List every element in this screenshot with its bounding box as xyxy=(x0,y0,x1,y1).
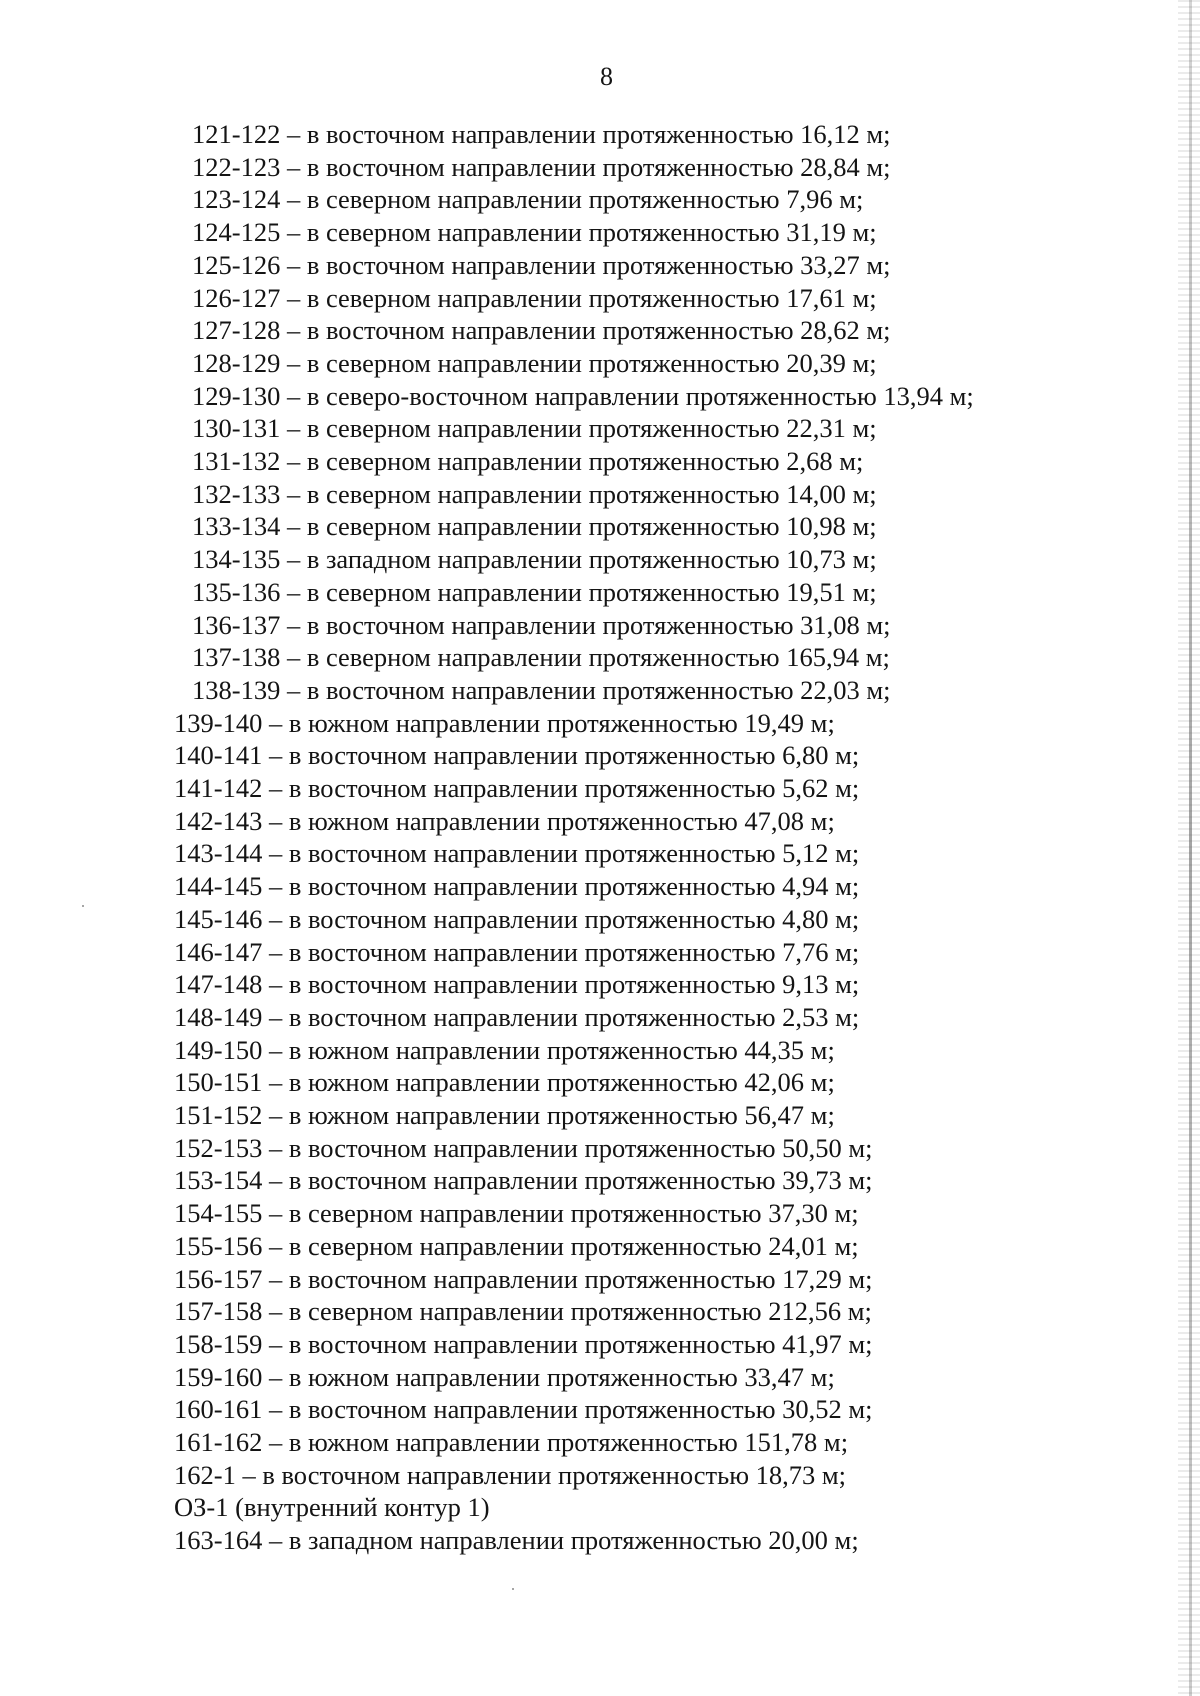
boundary-line: 125-126 – в восточном направлении протяженностью 33,27 м; xyxy=(192,249,891,280)
contour-heading: ОЗ-1 (внутренний контур 1) xyxy=(174,1492,490,1523)
scan-speck xyxy=(82,905,84,907)
boundary-line: 122-123 – в восточном направлении протяженностью 28,84 м; xyxy=(192,151,891,182)
boundary-line: 154-155 – в северном направлении протяженностью 37,30 м; xyxy=(174,1198,859,1229)
page-number: 8 xyxy=(600,62,613,91)
boundary-line: 140-141 – в восточном направлении протяженностью 6,80 м; xyxy=(174,740,860,771)
boundary-line: 127-128 – в восточном направлении протяженностью 28,62 м; xyxy=(192,315,891,346)
boundary-line: 151-152 – в южном направлении протяженностью 56,47 м; xyxy=(174,1100,835,1130)
boundary-line: 131-132 – в северном направлении протяженностью 2,68 м; xyxy=(192,446,864,476)
boundary-line: 126-127 – в северном направлении протяженностью 17,61 м; xyxy=(192,282,877,313)
boundary-line: 133-134 – в северном направлении протяженностью 10,98 м; xyxy=(192,511,877,542)
boundary-line: 143-144 – в восточном направлении протяженностью 5,12 м; xyxy=(174,838,860,869)
boundary-line: 137-138 – в северном направлении протяженностью 165,94 м; xyxy=(192,642,890,673)
boundary-line: 156-157 – в восточном направлении протяженностью 17,29 м; xyxy=(174,1263,873,1294)
boundary-line: 147-148 – в восточном направлении протяженностью 9,13 м; xyxy=(174,969,860,1000)
boundary-line: 132-133 – в северном направлении протяженностью 14,00 м; xyxy=(192,478,877,509)
boundary-line: 124-125 – в северном направлении протяженностью 31,19 м; xyxy=(192,217,877,248)
boundary-line: 121-122 – в восточном направлении протяженностью 16,12 м; xyxy=(192,119,891,149)
boundary-line: 149-150 – в южном направлении протяженностью 44,35 м; xyxy=(174,1034,835,1065)
boundary-line: 142-143 – в южном направлении протяженностью 47,08 м; xyxy=(174,805,835,836)
boundary-line: 135-136 – в северном направлении протяженностью 19,51 м; xyxy=(192,576,877,607)
boundary-line: 162-1 – в восточном направлении протяженностью 18,73 м; xyxy=(174,1459,846,1490)
boundary-line: 134-135 – в западном направлении протяженностью 10,73 м; xyxy=(192,544,877,575)
boundary-line: 157-158 – в северном направлении протяженностью 212,56 м; xyxy=(174,1296,872,1327)
boundary-line: 148-149 – в восточном направлении протяженностью 2,53 м; xyxy=(174,1001,860,1032)
boundary-line: 138-139 – в восточном направлении протяженностью 22,03 м; xyxy=(192,674,891,705)
boundary-line: 139-140 – в южном направлении протяженностью 19,49 м; xyxy=(174,707,835,738)
boundary-line: 159-160 – в южном направлении протяженностью 33,47 м; xyxy=(174,1361,835,1392)
boundary-line: 123-124 – в северном направлении протяженностью 7,96 м; xyxy=(192,184,864,215)
boundary-line: 130-131 – в северном направлении протяженностью 22,31 м; xyxy=(192,413,877,444)
boundary-line: 144-145 – в восточном направлении протяженностью 4,94 м; xyxy=(174,871,860,902)
boundary-line: 141-142 – в восточном направлении протяженностью 5,62 м; xyxy=(174,773,860,803)
boundary-line: 129-130 – в северо-восточном направлении протяженностью 13,94 м; xyxy=(192,380,974,411)
boundary-line: 158-159 – в восточном направлении протяженностью 41,97 м; xyxy=(174,1328,873,1359)
boundary-line: 153-154 – в восточном направлении протяженностью 39,73 м; xyxy=(174,1165,873,1196)
boundary-line: 163-164 – в западном направлении протяженностью 20,00 м; xyxy=(174,1525,859,1556)
boundary-line: 160-161 – в восточном направлении протяженностью 30,52 м; xyxy=(174,1394,873,1425)
boundary-line: 161-162 – в южном направлении протяженностью 151,78 м; xyxy=(174,1427,849,1457)
scan-speck xyxy=(512,1588,514,1590)
boundary-line: 146-147 – в восточном направлении протяженностью 7,76 м; xyxy=(174,936,860,967)
boundary-line: 145-146 – в восточном направлении протяженностью 4,80 м; xyxy=(174,903,860,934)
boundary-line: 155-156 – в северном направлении протяженностью 24,01 м; xyxy=(174,1230,859,1261)
boundary-line: 152-153 – в восточном направлении протяженностью 50,50 м; xyxy=(174,1132,873,1163)
boundary-line: 136-137 – в восточном направлении протяженностью 31,08 м; xyxy=(192,609,891,640)
boundary-line: 128-129 – в северном направлении протяженностью 20,39 м; xyxy=(192,347,877,378)
boundary-line: 150-151 – в южном направлении протяженностью 42,06 м; xyxy=(174,1067,835,1098)
scan-edge-line xyxy=(1189,0,1192,1696)
